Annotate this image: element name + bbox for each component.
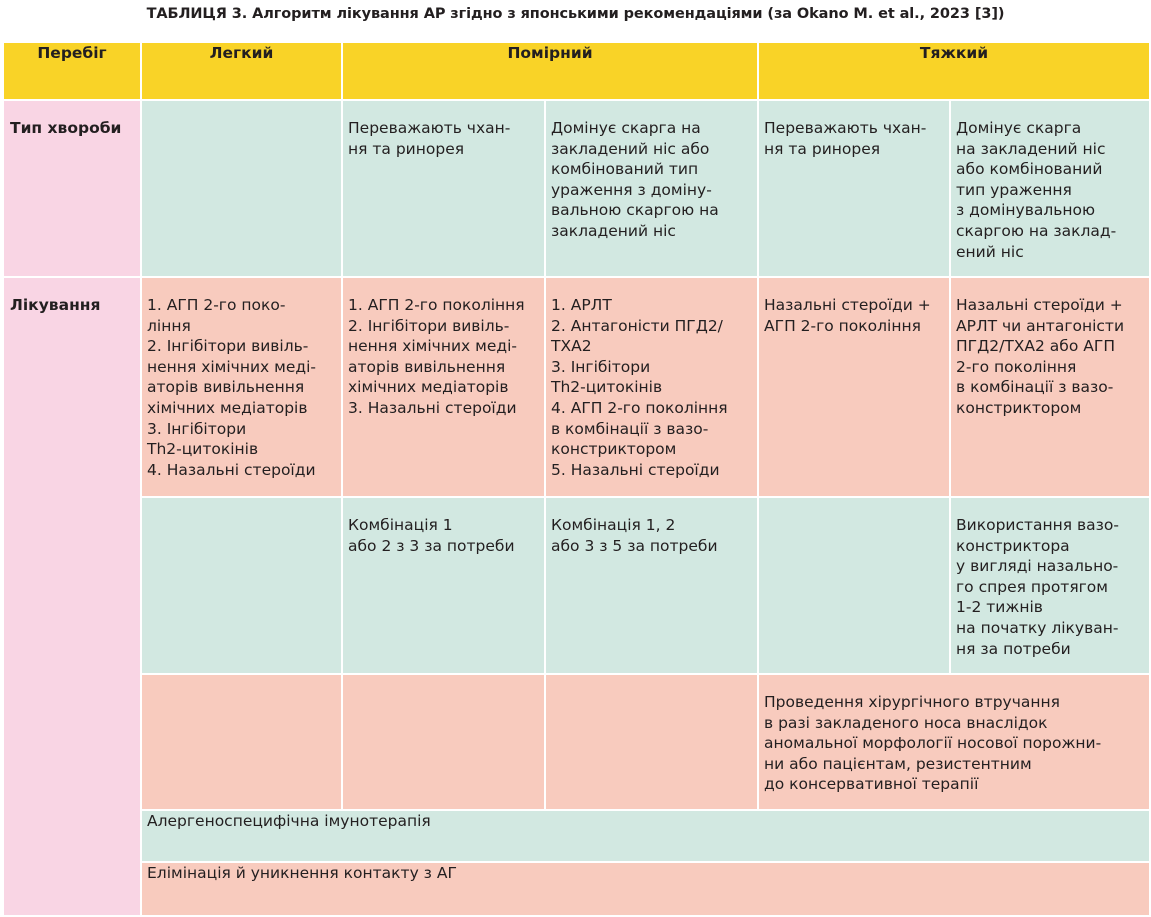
immunotherapy-row — [3, 810, 1150, 862]
cell-treatment-severe-b: Назальні стероїди + АРЛТ чи антагоністи ПГД2/ТХА2 або АГП 2-го покоління в комбінації з вазо- констриктором — [950, 277, 1150, 497]
cell-treatment-moderate-b: 1. АРЛТ 2. Антагоністи ПГД2/ ТХА2 3. Інгібітори Th2-цитокінів 4. АГП 2-го покоління в комбінації з вазо- констриктором 5. Назальні стероїди — [545, 277, 758, 497]
cell-surgery-severe: Проведення хірургічного втручання в разі закладеного носа внаслідок аномальної морфології носової порожни- ни або пацієнтам, резистентним до консервативної терапії — [758, 674, 1150, 810]
cell-surgery-moderate-b — [545, 674, 758, 810]
cell-combination-moderate-a: Комбінація 1 або 2 з 3 за потреби — [342, 497, 545, 674]
cell-combination-severe-a — [758, 497, 950, 674]
cell-combination-moderate-b: Комбінація 1, 2 або 3 з 5 за потреби — [545, 497, 758, 674]
cell-type-severe-b: Домінує скарга на закладений ніс або комбінований тип ураження з домінувальною скаргою на заклад- ений ніс — [950, 100, 1150, 277]
treatment-row — [3, 277, 1150, 497]
row-label-treatment: Лікування — [3, 277, 141, 916]
cell-type-moderate-a: Переважають чхан- ня та ринорея — [342, 100, 545, 277]
header-moderate: Помірний — [342, 42, 758, 100]
header-row — [3, 42, 1150, 100]
cell-surgery-mild — [141, 674, 342, 810]
cell-type-severe-a: Переважають чхан- ня та ринорея — [758, 100, 950, 277]
cell-treatment-mild: 1. АГП 2-го поко- ління 2. Інгібітори вивіль- нення хімічних меді- аторів вивільнення хімічних медіаторів 3. Інгібітори Th2-цитокінів 4. Назальні стероїди — [141, 277, 342, 497]
treatment-algorithm-table — [2, 41, 1151, 917]
disease-type-row — [3, 100, 1150, 277]
table-title: ТАБЛИЦЯ 3. Алгоритм лікування АР згідно з японськими рекомендаціями (за Okano M. et al., 2023 [3]) — [146, 6, 1005, 22]
cell-immunotherapy: Алергеноспецифічна імунотерапія — [141, 810, 1150, 862]
cell-type-moderate-b: Домінує скарга на закладений ніс або комбінований тип ураження з доміну- вальною скаргою на закладений ніс — [545, 100, 758, 277]
elimination-row — [3, 862, 1150, 916]
header-mild: Легкий — [141, 42, 342, 100]
cell-surgery-moderate-a — [342, 674, 545, 810]
cell-treatment-moderate-a: 1. АГП 2-го покоління 2. Інгібітори вивіль- нення хімічних меді- аторів вивільнення хімічних медіаторів 3. Назальні стероїди — [342, 277, 545, 497]
header-severe: Тяжкий — [758, 42, 1150, 100]
combination-row — [3, 497, 1150, 674]
surgery-row — [3, 674, 1150, 810]
cell-type-mild — [141, 100, 342, 277]
cell-elimination: Елімінація й уникнення контакту з АГ — [141, 862, 1150, 916]
cell-combination-mild — [141, 497, 342, 674]
header-course: Перебіг — [3, 42, 141, 100]
cell-combination-severe-b: Використання вазо- констриктора у вигляді назально- го спрея протягом 1-2 тижнів на початку лікуван- ня за потреби — [950, 497, 1150, 674]
cell-treatment-severe-a: Назальні стероїди + АГП 2-го покоління — [758, 277, 950, 497]
row-label-disease-type: Тип хвороби — [3, 100, 141, 277]
